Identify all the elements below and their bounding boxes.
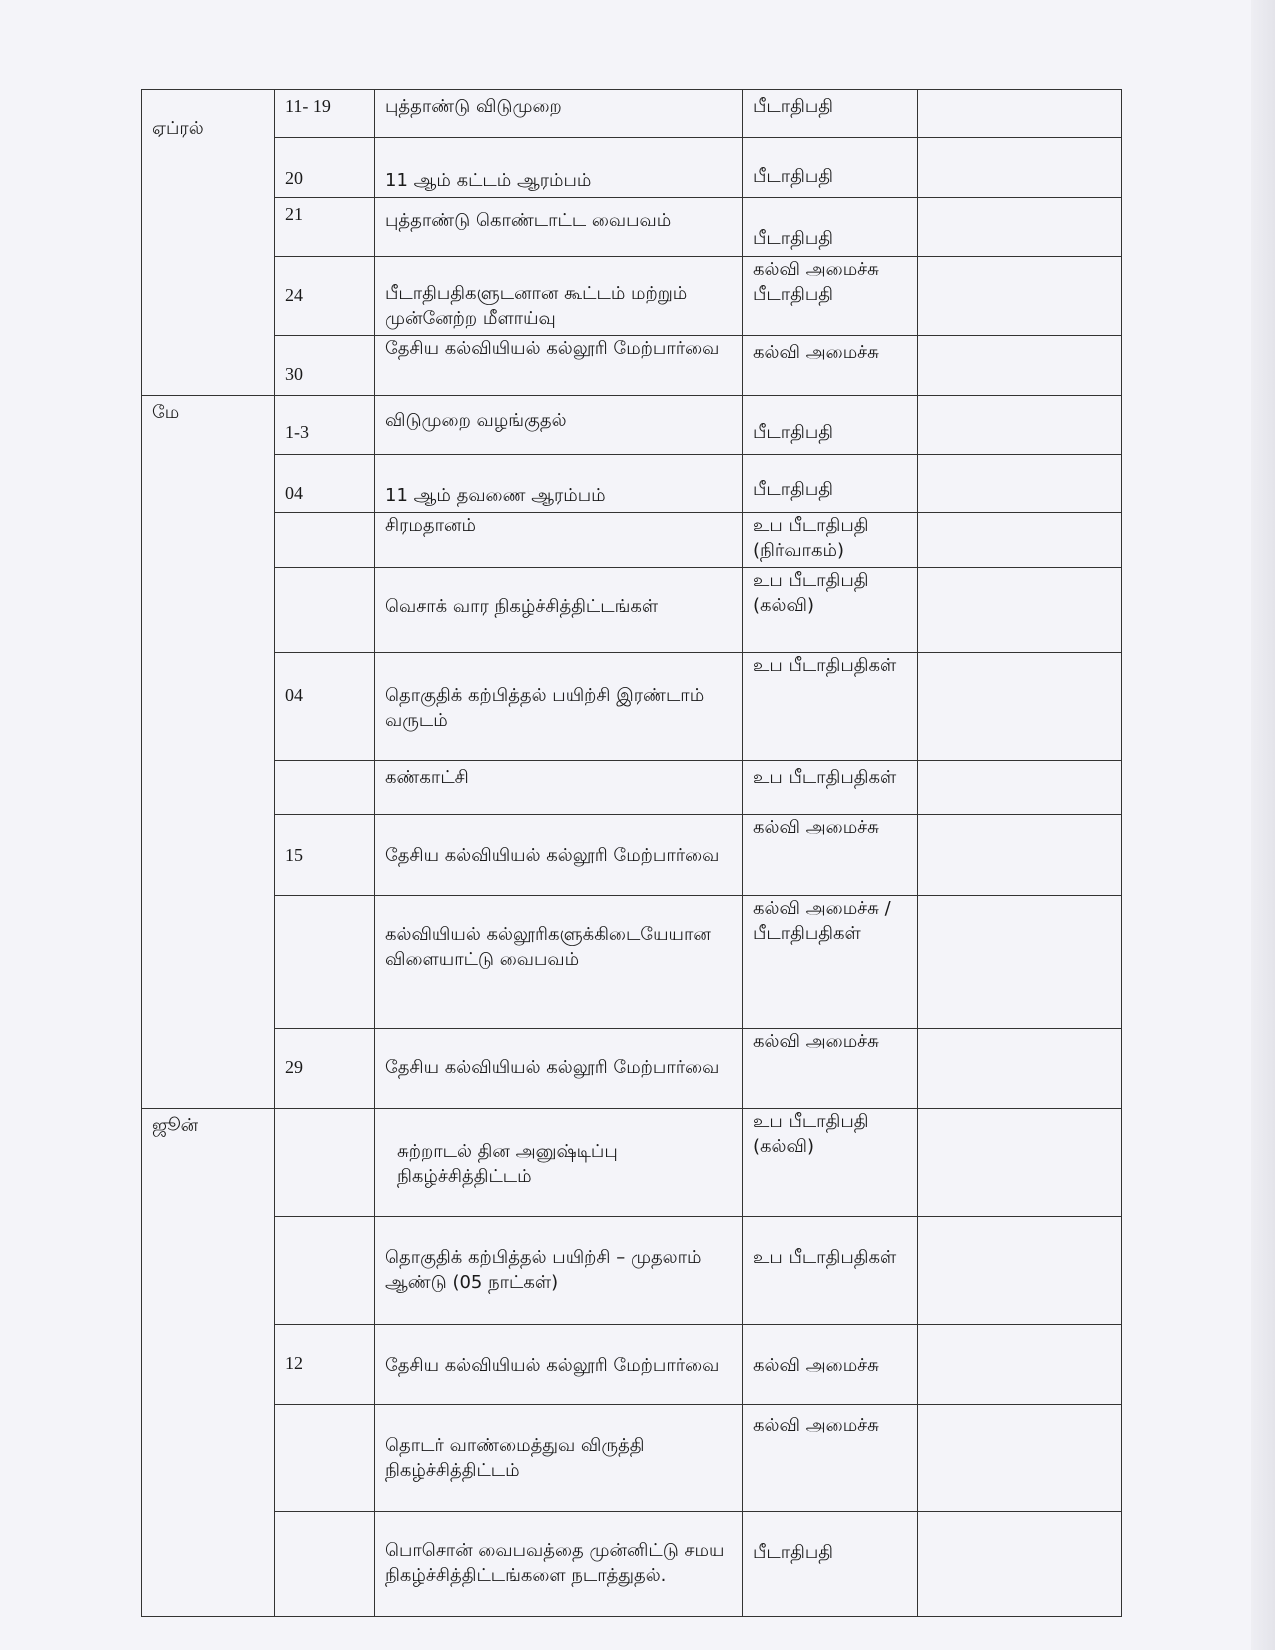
date-cell xyxy=(275,512,375,567)
date-cell: 12 xyxy=(275,1324,375,1404)
table-row xyxy=(142,198,1122,256)
notes-cell xyxy=(918,512,1122,567)
notes-cell xyxy=(918,138,1122,198)
responsible-cell: உப பீடாதிபதி (நிர்வாகம்) xyxy=(743,512,918,567)
activity-cell: விடுமுறை வழங்குதல் xyxy=(375,396,743,454)
activity-cell: 11 ஆம் கட்டம் ஆரம்பம் xyxy=(375,138,743,198)
notes-cell xyxy=(918,1108,1122,1216)
date-cell xyxy=(275,1108,375,1216)
activity-cell: பீடாதிபதிகளுடனான கூட்டம் மற்றும் முன்னேற்ற மீளாய்வு xyxy=(375,256,743,335)
notes-cell xyxy=(918,256,1122,335)
responsible-cell: உப பீடாதிபதிகள் xyxy=(743,652,918,760)
activity-cell: தேசிய கல்வியியல் கல்லூரி மேற்பார்வை xyxy=(375,815,743,895)
date-cell: 24 xyxy=(275,256,375,335)
notes-cell xyxy=(918,198,1122,256)
activity-cell: தொகுதிக் கற்பித்தல் பயிற்சி – முதலாம் ஆண்டு (05 நாட்கள்) xyxy=(375,1217,743,1324)
date-cell: 20 xyxy=(275,138,375,198)
table-row xyxy=(142,138,1122,198)
responsible-cell: உப பீடாதிபதிகள் xyxy=(743,761,918,815)
notes-cell xyxy=(918,1324,1122,1404)
activity-cell: புத்தாண்டு விடுமுறை xyxy=(375,90,743,138)
activity-cell: தேசிய கல்வியியல் கல்லூரி மேற்பார்வை xyxy=(375,336,743,396)
table-row xyxy=(142,568,1122,652)
table-row xyxy=(142,1512,1122,1617)
notes-cell xyxy=(918,1512,1122,1617)
responsible-cell: உப பீடாதிபதி (கல்வி) xyxy=(743,568,918,652)
responsible-cell: பீடாதிபதி xyxy=(743,198,918,256)
table-row xyxy=(142,761,1122,815)
notes-cell xyxy=(918,1217,1122,1324)
date-cell: 21 xyxy=(275,198,375,256)
responsible-cell: பீடாதிபதி xyxy=(743,90,918,138)
date-cell: 15 xyxy=(275,815,375,895)
table-row xyxy=(142,512,1122,567)
date-cell xyxy=(275,1217,375,1324)
date-cell: 29 xyxy=(275,1029,375,1108)
table-row xyxy=(142,90,1122,138)
responsible-cell: கல்வி அமைச்சு xyxy=(743,1324,918,1404)
activity-cell: பொசொன் வைபவத்தை முன்னிட்டு சமய நிகழ்ச்சித்திட்டங்களை நடாத்துதல். xyxy=(375,1512,743,1617)
activity-cell: புத்தாண்டு கொண்டாட்ட வைபவம் xyxy=(375,198,743,256)
notes-cell xyxy=(918,1029,1122,1108)
responsible-cell: கல்வி அமைச்சு xyxy=(743,815,918,895)
table-row xyxy=(142,454,1122,512)
notes-cell xyxy=(918,454,1122,512)
responsible-cell: கல்வி அமைச்சு xyxy=(743,1404,918,1511)
notes-cell xyxy=(918,336,1122,396)
notes-cell xyxy=(918,815,1122,895)
activity-cell: தேசிய கல்வியியல் கல்லூரி மேற்பார்வை xyxy=(375,1324,743,1404)
table-row xyxy=(142,895,1122,1029)
table-row xyxy=(142,1029,1122,1108)
page-edge-shadow xyxy=(1251,0,1275,1650)
table-row xyxy=(142,815,1122,895)
activity-cell: தொடர் வாண்மைத்துவ விருத்தி நிகழ்ச்சித்திட்டம் xyxy=(375,1404,743,1511)
date-cell xyxy=(275,761,375,815)
activity-cell: 11 ஆம் தவணை ஆரம்பம் xyxy=(375,454,743,512)
schedule-table xyxy=(141,89,1122,1617)
date-cell: 11- 19 xyxy=(275,90,375,138)
date-cell: 04 xyxy=(275,652,375,760)
responsible-cell: பீடாதிபதி xyxy=(743,454,918,512)
table-row xyxy=(142,396,1122,454)
table-row xyxy=(142,1324,1122,1404)
responsible-cell: பீடாதிபதி xyxy=(743,138,918,198)
notes-cell xyxy=(918,396,1122,454)
table-row xyxy=(142,1108,1122,1216)
responsible-cell: கல்வி அமைச்சு பீடாதிபதி xyxy=(743,256,918,335)
table-row xyxy=(142,336,1122,396)
table-row xyxy=(142,652,1122,760)
notes-cell xyxy=(918,1404,1122,1511)
notes-cell xyxy=(918,90,1122,138)
month-cell: ஏப்ரல் xyxy=(142,90,275,396)
activity-cell: வெசாக் வார நிகழ்ச்சித்திட்டங்கள் xyxy=(375,568,743,652)
table-row xyxy=(142,256,1122,335)
notes-cell xyxy=(918,895,1122,1029)
date-cell: 1-3 xyxy=(275,396,375,454)
date-cell xyxy=(275,1404,375,1511)
date-cell xyxy=(275,1512,375,1617)
responsible-cell: கல்வி அமைச்சு xyxy=(743,336,918,396)
date-cell: 04 xyxy=(275,454,375,512)
responsible-cell: உப பீடாதிபதி (கல்வி) xyxy=(743,1108,918,1216)
month-cell: ஜூன் xyxy=(142,1108,275,1616)
notes-cell xyxy=(918,652,1122,760)
table-row xyxy=(142,1217,1122,1324)
activity-cell: கல்வியியல் கல்லூரிகளுக்கிடையேயான விளையாட்டு வைபவம் xyxy=(375,895,743,1029)
activity-cell: சுற்றாடல் தின அனுஷ்டிப்பு நிகழ்ச்சித்திட்டம் xyxy=(375,1108,743,1216)
responsible-cell: பீடாதிபதி xyxy=(743,396,918,454)
responsible-cell: உப பீடாதிபதிகள் xyxy=(743,1217,918,1324)
notes-cell xyxy=(918,761,1122,815)
responsible-cell: கல்வி அமைச்சு xyxy=(743,1029,918,1108)
responsible-cell: கல்வி அமைச்சு / பீடாதிபதிகள் xyxy=(743,895,918,1029)
month-cell: மே xyxy=(142,396,275,1108)
activity-cell: தேசிய கல்வியியல் கல்லூரி மேற்பார்வை xyxy=(375,1029,743,1108)
responsible-cell: பீடாதிபதி xyxy=(743,1512,918,1617)
activity-cell: தொகுதிக் கற்பித்தல் பயிற்சி இரண்டாம் வருடம் xyxy=(375,652,743,760)
date-cell xyxy=(275,895,375,1029)
notes-cell xyxy=(918,568,1122,652)
activity-cell: சிரமதானம் xyxy=(375,512,743,567)
date-cell xyxy=(275,568,375,652)
table-row xyxy=(142,1404,1122,1511)
date-cell: 30 xyxy=(275,336,375,396)
activity-cell: கண்காட்சி xyxy=(375,761,743,815)
